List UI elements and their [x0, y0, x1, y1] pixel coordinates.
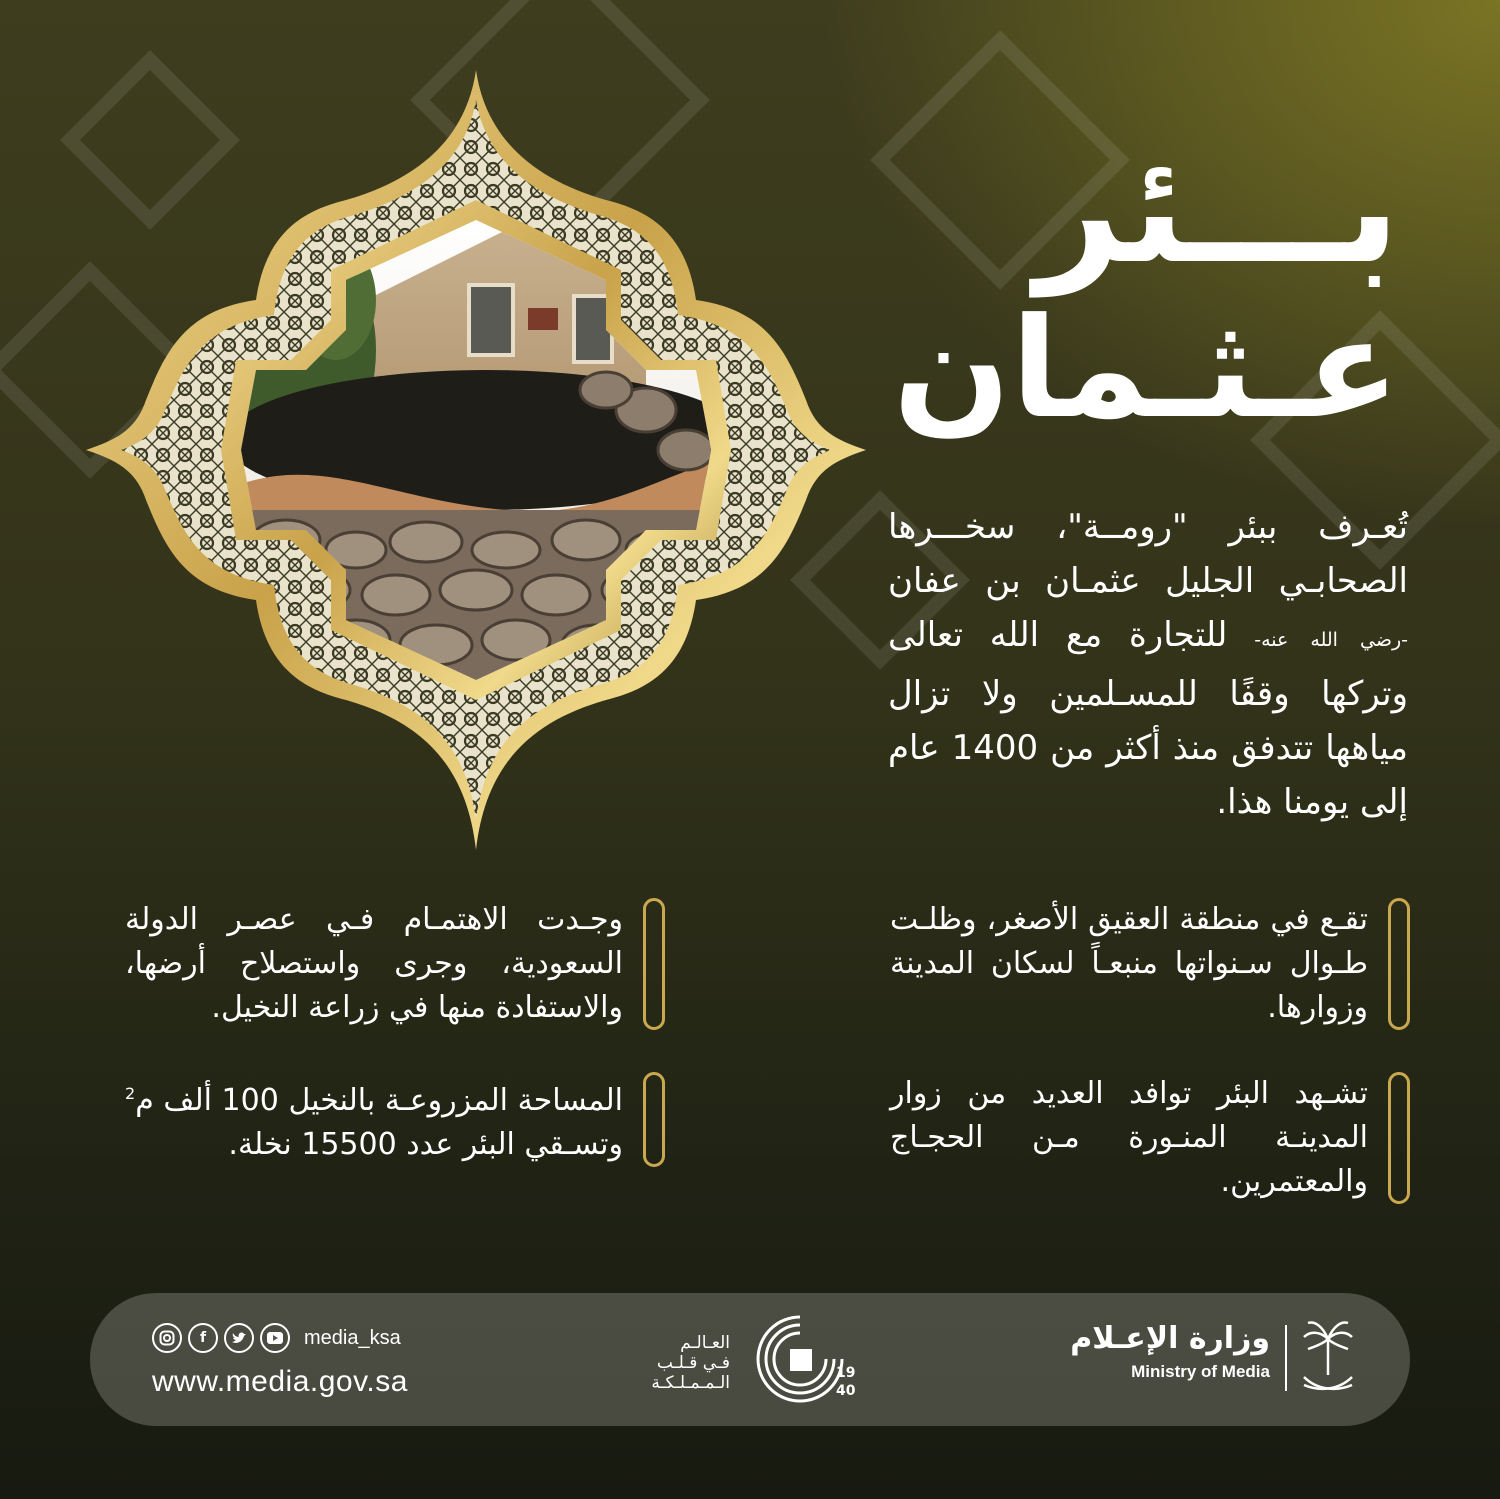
title-line-2: عـثـمان	[892, 288, 1400, 449]
ministry-name-ar: وزارة الإعـلام	[1070, 1321, 1270, 1356]
website-link[interactable]: www.media.gov.sa	[152, 1365, 408, 1398]
tagline-line-3: الـمـمـلـكـة	[651, 1373, 730, 1393]
fact-text-b: وتسـقي البئر عدد 15500 نخلة.	[228, 1127, 623, 1162]
fact-right-bottom	[890, 1072, 1410, 1204]
fact-text	[125, 1072, 623, 1167]
fact-text: تشـهد البئر توافد العديد من زوار المدينـة المنـورة مـن الحجـاج والمعتمرين.	[890, 1076, 1368, 1199]
youtube-icon[interactable]	[260, 1323, 290, 1353]
superscript-2: 2	[125, 1084, 136, 1103]
ornamental-photo-frame	[86, 70, 866, 850]
campaign-tagline	[610, 1333, 730, 1393]
twitter-icon[interactable]	[224, 1323, 254, 1353]
fact-text: تقـع في منطقة العقيق الأصغر، وظلـت طـوال سـنواتها منبعـاً لسكان المدينة وزوارها.	[890, 902, 1368, 1025]
campaign-1940-logo	[750, 1309, 860, 1409]
gold-bar	[1388, 898, 1410, 1030]
tagline-line-2: فـي قـلـب	[656, 1353, 730, 1373]
intro-part-1: تُعـرف ببئر "رومــة"، سخـــرها الصحابـي الجليل عثمـان بن عفان	[888, 507, 1408, 601]
fact-text-a: المساحة المزروعـة بالنخيل 100 ألف م	[135, 1083, 623, 1118]
ministry-name-en: Ministry of Media	[1131, 1362, 1270, 1381]
intro-note: -رضي الله عنه-	[1254, 629, 1408, 651]
fact-left-top	[125, 898, 665, 1030]
fact-right-top	[890, 898, 1410, 1030]
title-line-1: بـــئر	[1035, 123, 1400, 297]
fact-left-bottom	[125, 1072, 665, 1167]
tagline-line-1: العـالـم	[680, 1333, 730, 1353]
ministry-logo-text	[1070, 1321, 1270, 1382]
intro-part-2: للتجارة مع الله تعالى وتركها وقفًا للمسـلمين ولا تزال مياهها تتدفق منذ أكثر من 1400 عام إلى يومنا هذا.	[888, 615, 1408, 822]
palm-swords-emblem-icon	[1296, 1319, 1360, 1397]
year-bottom: 40	[836, 1383, 856, 1399]
intro-paragraph	[888, 500, 1408, 829]
fact-text: وجـدت الاهتمـام فـي عصـر الدولة السعودية، وجرى واستصلاح أرضها، والاستفادة منها في زراعة النخيل.	[125, 902, 623, 1025]
year-top: 19	[836, 1365, 856, 1381]
footer-bar	[90, 1293, 1410, 1426]
social-handle[interactable]: media_ksa	[304, 1326, 401, 1349]
instagram-icon[interactable]	[152, 1323, 182, 1353]
gold-bar	[643, 1072, 665, 1167]
social-links	[152, 1323, 401, 1353]
logo-divider	[1285, 1325, 1287, 1391]
gold-bar	[1388, 1072, 1410, 1204]
gold-bar	[643, 898, 665, 1030]
facebook-icon[interactable]: f	[188, 1323, 218, 1353]
